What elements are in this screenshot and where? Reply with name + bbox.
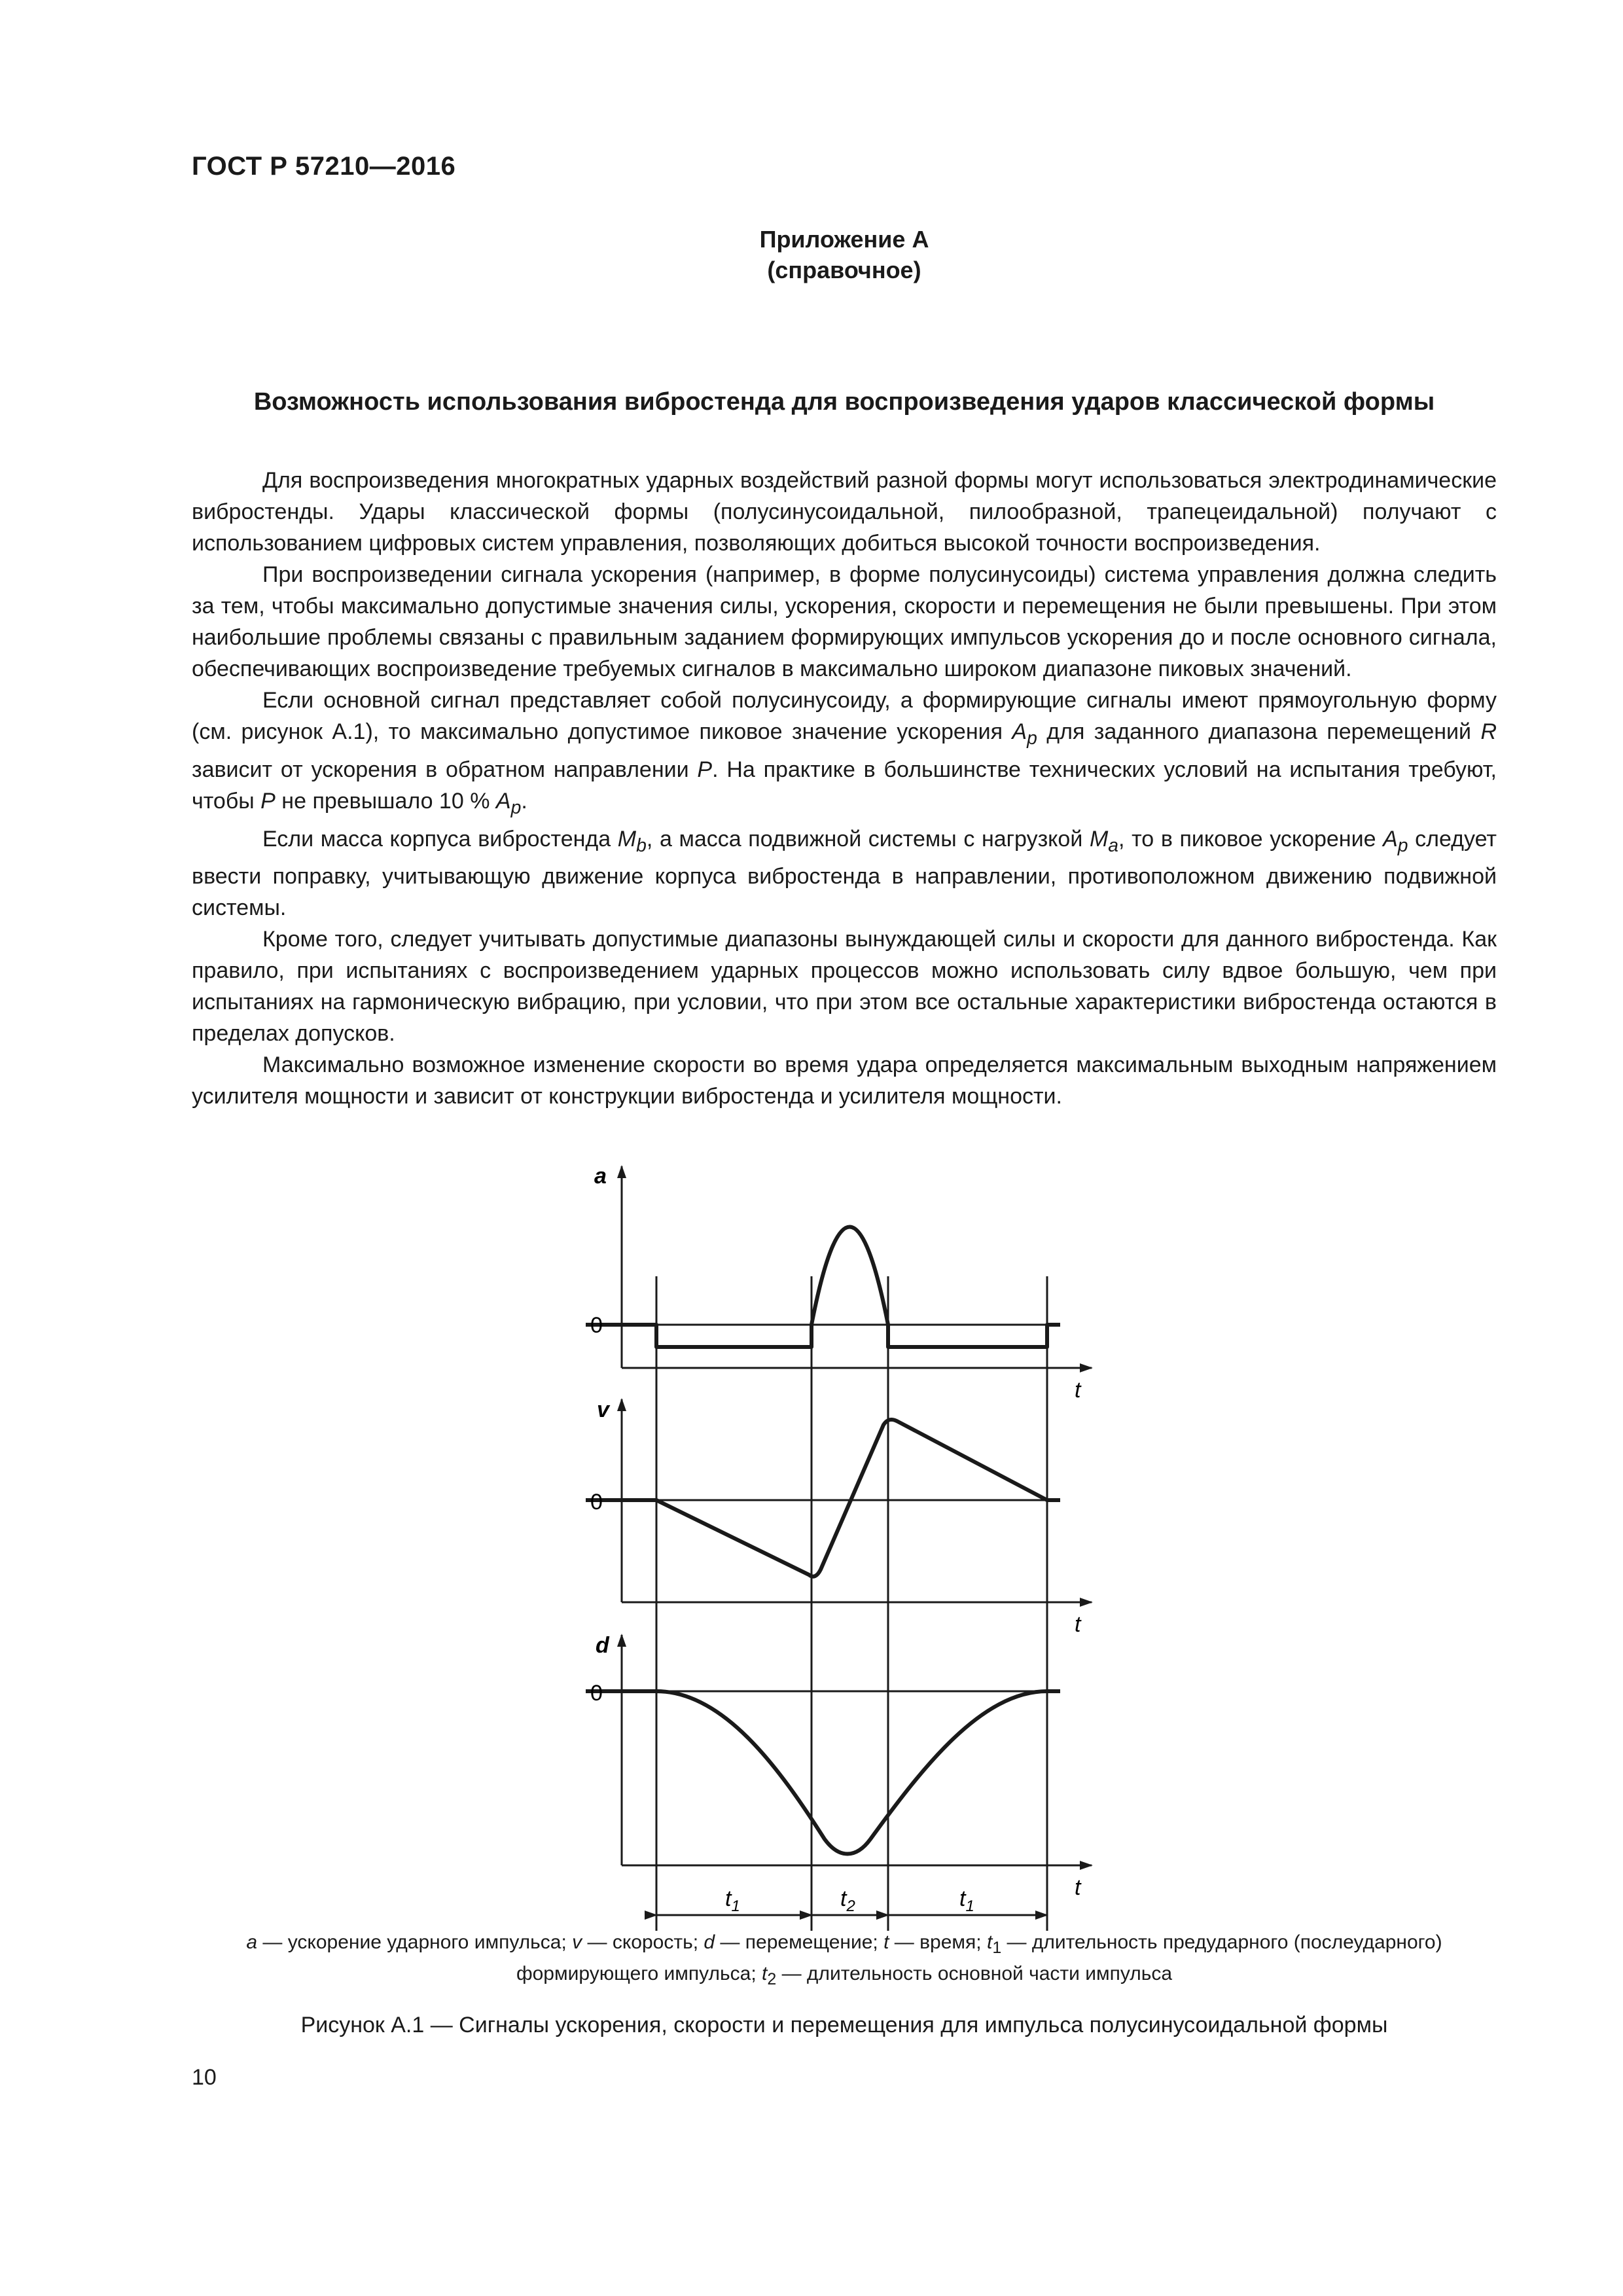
displacement-axis-label: d [596, 1633, 609, 1658]
t1-post-label: $t_1$ [959, 1886, 974, 1915]
acceleration-panel [586, 1164, 1092, 1403]
paragraph-4: Если масса корпуса вибростенда $M_b$, а масса подвижной системы с нагрузкой $M_a$, то в пиковое ускорение $A_p$ следует ввести поправку, учитывающую движение корпуса вибростенда в направлении, противоположном движению подвижной системы. [192, 826, 1497, 921]
velocity-axis-label: v [597, 1397, 609, 1422]
document-code: ГОСТ Р 57210—2016 [192, 152, 456, 181]
velocity-zero-label: 0 [590, 1490, 603, 1515]
paragraph-2: При воспроизведении сигнала ускорения (например, в форме полусинусоиды) система управления должна следить за тем, чтобы максимально допустимые значения силы, ускорения, скорости и перемещения не были превышены. При этом наибольшие проблемы связаны с правильным заданием формирующих импульсов ускорения до и после основного сигнала, обеспечивающих воспроизведение требуемых сигналов в максимально широком диапазоне пиковых значений. [192, 562, 1497, 681]
page-number: 10 [192, 2065, 217, 2090]
appendix-title: Приложение А [759, 226, 929, 253]
displacement-zero-label: 0 [590, 1681, 603, 1706]
figure-legend: a — ускорение ударного импульса; v — скорость; d — перемещение; t — время; $t_1$ — длительность предударного (послеударного) формирующего импульса; $t_2$ — длительность основной части импульса [246, 1931, 1442, 1988]
acceleration-t-label: t [1075, 1378, 1081, 1403]
paragraph-1: Для воспроизведения многократных ударных воздействий разной формы могут использоваться электродинамические вибростенды. Удары классической формы (полусинусоидальной, пилообразной, трапецеидальной) получают с использованием цифровых систем управления, позволяющих добиться высокой точности воспроизведения. [192, 468, 1497, 556]
t1-pre-label: $t_1$ [725, 1886, 740, 1915]
paragraph-5: Кроме того, следует учитывать допустимые диапазоны вынуждающей силы и скорости для данного вибростенда. Как правило, при испытаниях с воспроизведением ударных процессов можно использовать силу вдвое большую, чем при испытаниях на гармоническую вибрацию, при условии, что при этом все остальные характеристики вибростенда остаются в пределах допусков. [192, 927, 1497, 1047]
acceleration-zero-label: 0 [590, 1313, 603, 1338]
acceleration-axis-label: a [594, 1164, 607, 1189]
displacement-t-label: t [1075, 1875, 1081, 1900]
paragraph-3: Если основной сигнал представляет собой полусинусоиду, а формирующие сигналы имеют прямоугольную форму (см. рисунок А.1), то максимально допустимое пиковое значение ускорения $A_p$ для заданного диапазона перемещений R зависит от ускорения в обратном направлении P. На практике в большинстве технических условий на испытания требуют, чтобы P не превышало 10 % $A_p$. [192, 688, 1497, 818]
displacement-panel [586, 1633, 1092, 1900]
time-boundary-lines [656, 1276, 1047, 1931]
figure-caption: Рисунок А.1 — Сигналы ускорения, скорости и перемещения для импульса полусинусоидальной формы [300, 2013, 1388, 2037]
section-title: Возможность использования вибростенда для воспроизведения ударов классической формы [253, 388, 1435, 416]
velocity-t-label: t [1075, 1612, 1081, 1637]
paragraph-6: Максимально возможное изменение скорости во время удара определяется максимальным выходным напряжением усилителя мощности и зависит от конструкции вибростенда и усилителя мощности. [192, 1052, 1497, 1109]
t2-label: $t_2$ [840, 1886, 855, 1915]
velocity-panel [586, 1397, 1092, 1637]
appendix-type: (справочное) [767, 257, 921, 283]
